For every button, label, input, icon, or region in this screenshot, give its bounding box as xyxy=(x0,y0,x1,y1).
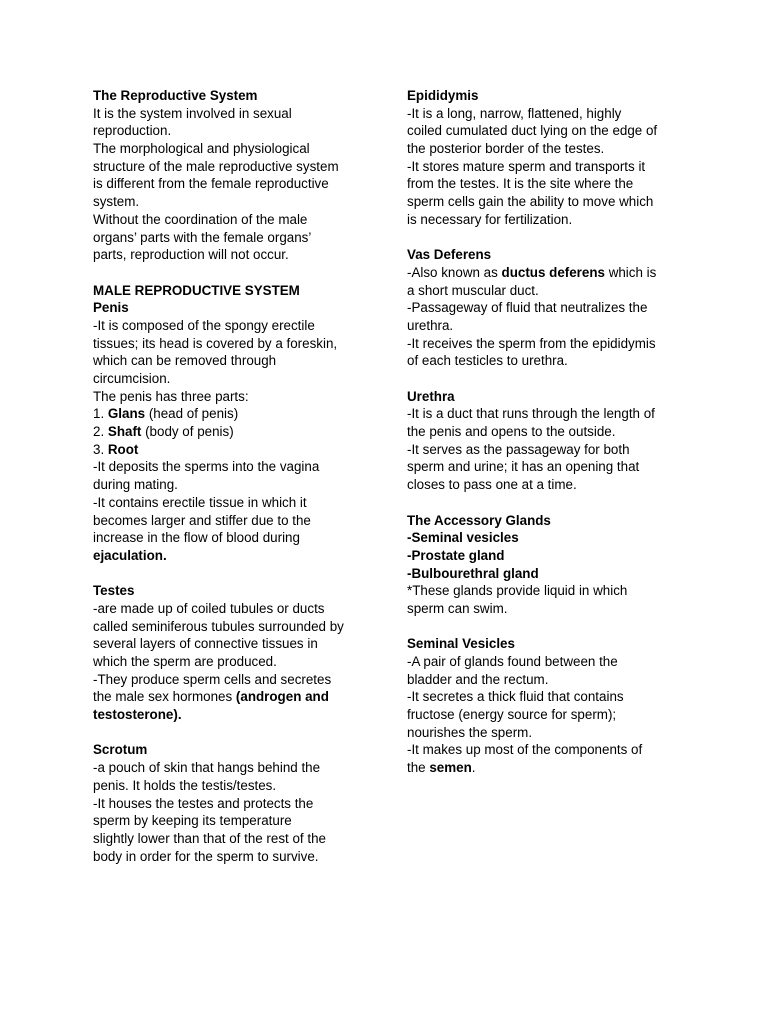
text-line xyxy=(407,741,682,759)
text-line xyxy=(407,582,682,600)
text-line xyxy=(93,193,365,211)
text-line xyxy=(407,653,682,671)
bold-text: ductus deferens xyxy=(501,264,605,280)
bold-text: ejaculation. xyxy=(93,547,167,563)
text-span: -a pouch of skin that hangs behind the xyxy=(93,760,321,776)
heading-male-reproductive-system xyxy=(93,282,365,300)
text-span: -It serves as the passageway for both xyxy=(407,441,630,457)
heading-epididymis xyxy=(407,87,682,105)
text-span: 2. xyxy=(93,424,108,440)
text-line xyxy=(93,830,365,848)
text-line xyxy=(93,706,365,724)
bold-text: Testes xyxy=(93,583,135,599)
heading-penis xyxy=(93,299,365,317)
text-line xyxy=(93,848,365,866)
text-span: . xyxy=(471,760,476,776)
text-span: which can be removed through xyxy=(93,353,277,369)
text-span: -It makes up most of the components of xyxy=(407,742,643,758)
text-line xyxy=(93,512,365,530)
text-span: 1. xyxy=(93,406,108,422)
text-line xyxy=(407,423,682,441)
text-span: increase in the flow of blood during xyxy=(93,530,300,546)
text-span: reproduction. xyxy=(93,123,172,139)
text-line xyxy=(407,317,682,335)
text-span: sperm by keeping its temperature xyxy=(93,813,292,829)
bold-text: semen xyxy=(429,760,472,776)
text-span: nourishes the sperm. xyxy=(407,724,533,740)
text-line xyxy=(407,158,682,176)
bold-text: -Seminal vesicles xyxy=(407,530,519,546)
bold-text: -Prostate gland xyxy=(407,547,505,563)
text-span: (head of penis) xyxy=(145,406,239,422)
bold-text: Root xyxy=(107,441,139,457)
heading-testes xyxy=(93,582,365,600)
text-span: Without the coordination of the male xyxy=(93,211,308,227)
text-line xyxy=(93,458,365,476)
text-line xyxy=(407,759,682,777)
text-span: closes to pass one at a time. xyxy=(407,477,577,493)
bold-text: Scrotum xyxy=(93,742,148,758)
text-line xyxy=(93,122,365,140)
text-span: parts, reproduction will not occur. xyxy=(93,247,289,263)
text-line xyxy=(93,600,365,618)
text-line xyxy=(407,264,682,282)
text-line xyxy=(93,317,365,335)
heading-urethra xyxy=(407,388,682,406)
text-span: -It stores mature sperm and transports it xyxy=(407,158,646,174)
bold-text: The Reproductive System xyxy=(93,88,258,103)
text-span: penis. It holds the testis/testes. xyxy=(93,777,277,793)
text-line xyxy=(407,193,682,211)
text-line xyxy=(407,282,682,300)
text-line xyxy=(93,529,365,547)
text-line xyxy=(93,370,365,388)
text-span: the xyxy=(407,760,430,776)
text-line xyxy=(93,618,365,636)
text-line xyxy=(407,476,682,494)
text-span: tissues; its head is covered by a foreskin, xyxy=(93,335,338,351)
list-item xyxy=(407,547,682,565)
text-span: *These glands provide liquid in which xyxy=(407,583,628,599)
text-line xyxy=(93,158,365,176)
text-span: The morphological and physiological xyxy=(93,141,310,157)
text-line xyxy=(93,671,365,689)
text-line xyxy=(93,494,365,512)
bold-text: Urethra xyxy=(407,388,455,404)
text-span: is necessary for fertilization. xyxy=(407,211,573,227)
text-span: (body of penis) xyxy=(141,424,234,440)
text-span: It is the system involved in sexual xyxy=(93,105,292,121)
paragraph-gap xyxy=(407,229,682,247)
text-line xyxy=(93,211,365,229)
bold-text: MALE REPRODUCTIVE SYSTEM xyxy=(93,282,300,298)
text-line xyxy=(407,299,682,317)
text-line xyxy=(407,352,682,370)
text-line xyxy=(93,795,365,813)
heading-vas-deferens xyxy=(407,246,682,264)
text-line xyxy=(93,759,365,777)
text-span: body in order for the sperm to survive. xyxy=(93,848,319,864)
text-span: -It secretes a thick fluid that contains xyxy=(407,689,624,705)
text-span: the posterior border of the testes. xyxy=(407,141,605,157)
bold-text: -Bulbourethral gland xyxy=(407,565,539,581)
text-span: -are made up of coiled tubules or ducts xyxy=(93,600,325,616)
text-span: -They produce sperm cells and secretes xyxy=(93,671,332,687)
bold-text: Seminal Vesicles xyxy=(407,636,515,652)
list-item xyxy=(93,405,365,423)
text-line xyxy=(93,352,365,370)
text-line xyxy=(93,105,365,123)
text-span: -It deposits the sperms into the vagina xyxy=(93,459,320,475)
bold-text: Epididymis xyxy=(407,88,479,103)
text-line xyxy=(93,175,365,193)
text-line xyxy=(407,600,682,618)
text-span: sperm cells gain the ability to move which xyxy=(407,194,654,210)
paragraph-gap xyxy=(93,264,365,282)
text-span: -It is a long, narrow, flattened, highly xyxy=(407,105,622,121)
text-span: -It houses the testes and protects the xyxy=(93,795,314,811)
text-span: slightly lower than that of the rest of the xyxy=(93,830,326,846)
text-line xyxy=(407,335,682,353)
text-line xyxy=(407,458,682,476)
bold-text: (androgen and xyxy=(235,689,329,705)
text-span: -Also known as xyxy=(407,264,502,280)
bold-text: Glans xyxy=(107,406,146,422)
text-span: bladder and the rectum. xyxy=(407,671,549,687)
text-line xyxy=(93,388,365,406)
text-span: -It receives the sperm from the epididymis xyxy=(407,335,656,351)
list-item xyxy=(93,441,365,459)
text-span: organs’ parts with the female organs’ xyxy=(93,229,312,245)
text-span: -It is a duct that runs through the length of xyxy=(407,406,655,422)
bold-text: Penis xyxy=(93,300,129,316)
text-span: the male sex hormones xyxy=(93,689,236,705)
text-line xyxy=(407,441,682,459)
text-span: which the sperm are produced. xyxy=(93,654,277,669)
text-span: from the testes. It is the site where the xyxy=(407,176,634,192)
text-line xyxy=(407,724,682,742)
text-line xyxy=(407,706,682,724)
paragraph-gap xyxy=(407,618,682,636)
text-span: of each testicles to urethra. xyxy=(407,353,568,369)
text-line xyxy=(407,122,682,140)
text-span: The penis has three parts: xyxy=(93,388,249,404)
text-span: -It is composed of the spongy erectile xyxy=(93,317,315,333)
bold-text: testosterone). xyxy=(93,707,182,723)
list-item xyxy=(407,529,682,547)
text-line xyxy=(93,476,365,494)
text-span: -Passageway of fluid that neutralizes the xyxy=(407,300,648,316)
text-line xyxy=(93,246,365,264)
text-line xyxy=(93,688,365,706)
heading-seminal-vesicles xyxy=(407,635,682,653)
right-column xyxy=(407,87,682,777)
paragraph-gap xyxy=(93,565,365,583)
text-span: urethra. xyxy=(407,317,454,333)
text-span: 3. xyxy=(93,441,108,457)
list-item xyxy=(93,423,365,441)
text-line xyxy=(93,635,365,653)
text-line xyxy=(93,335,365,353)
paragraph-gap xyxy=(407,494,682,512)
text-span: becomes larger and stiffer due to the xyxy=(93,512,311,528)
text-line xyxy=(93,229,365,247)
heading-scrotum xyxy=(93,741,365,759)
text-line xyxy=(93,547,365,565)
heading-accessory-glands xyxy=(407,512,682,530)
bold-text: Shaft xyxy=(107,424,142,440)
bold-text: Vas Deferens xyxy=(407,247,492,263)
text-line xyxy=(93,777,365,795)
heading-reproductive-system xyxy=(93,87,365,105)
paragraph-gap xyxy=(407,370,682,388)
text-span: -It contains erectile tissue in which it xyxy=(93,494,307,510)
text-span: several layers of connective tissues in xyxy=(93,636,318,652)
text-span: circumcision. xyxy=(93,371,171,386)
text-span: which is xyxy=(604,264,657,280)
text-line xyxy=(407,405,682,423)
text-line xyxy=(407,105,682,123)
text-span: system. xyxy=(93,194,140,210)
text-span: coiled cumulated duct lying on the edge of xyxy=(407,123,658,139)
text-line xyxy=(93,812,365,830)
text-line xyxy=(407,688,682,706)
text-span: fructose (energy source for sperm); xyxy=(407,707,617,723)
text-span: sperm and urine; it has an opening that xyxy=(407,459,640,475)
list-item xyxy=(407,565,682,583)
left-column xyxy=(93,87,365,865)
text-span: -A pair of glands found between the xyxy=(407,654,618,669)
text-line xyxy=(407,211,682,229)
text-span: structure of the male reproductive system xyxy=(93,158,339,174)
bold-text: The Accessory Glands xyxy=(407,512,551,528)
text-line xyxy=(407,671,682,689)
text-span: is different from the female reproductive xyxy=(93,176,329,192)
paragraph-gap xyxy=(93,724,365,742)
text-span: a short muscular duct. xyxy=(407,282,539,298)
text-line xyxy=(93,653,365,671)
text-span: the penis and opens to the outside. xyxy=(407,424,616,440)
text-span: called seminiferous tubules surrounded by xyxy=(93,618,344,634)
text-span: during mating. xyxy=(93,477,178,493)
text-span: sperm can swim. xyxy=(407,600,508,616)
text-line xyxy=(93,140,365,158)
text-line xyxy=(407,140,682,158)
text-line xyxy=(407,175,682,193)
